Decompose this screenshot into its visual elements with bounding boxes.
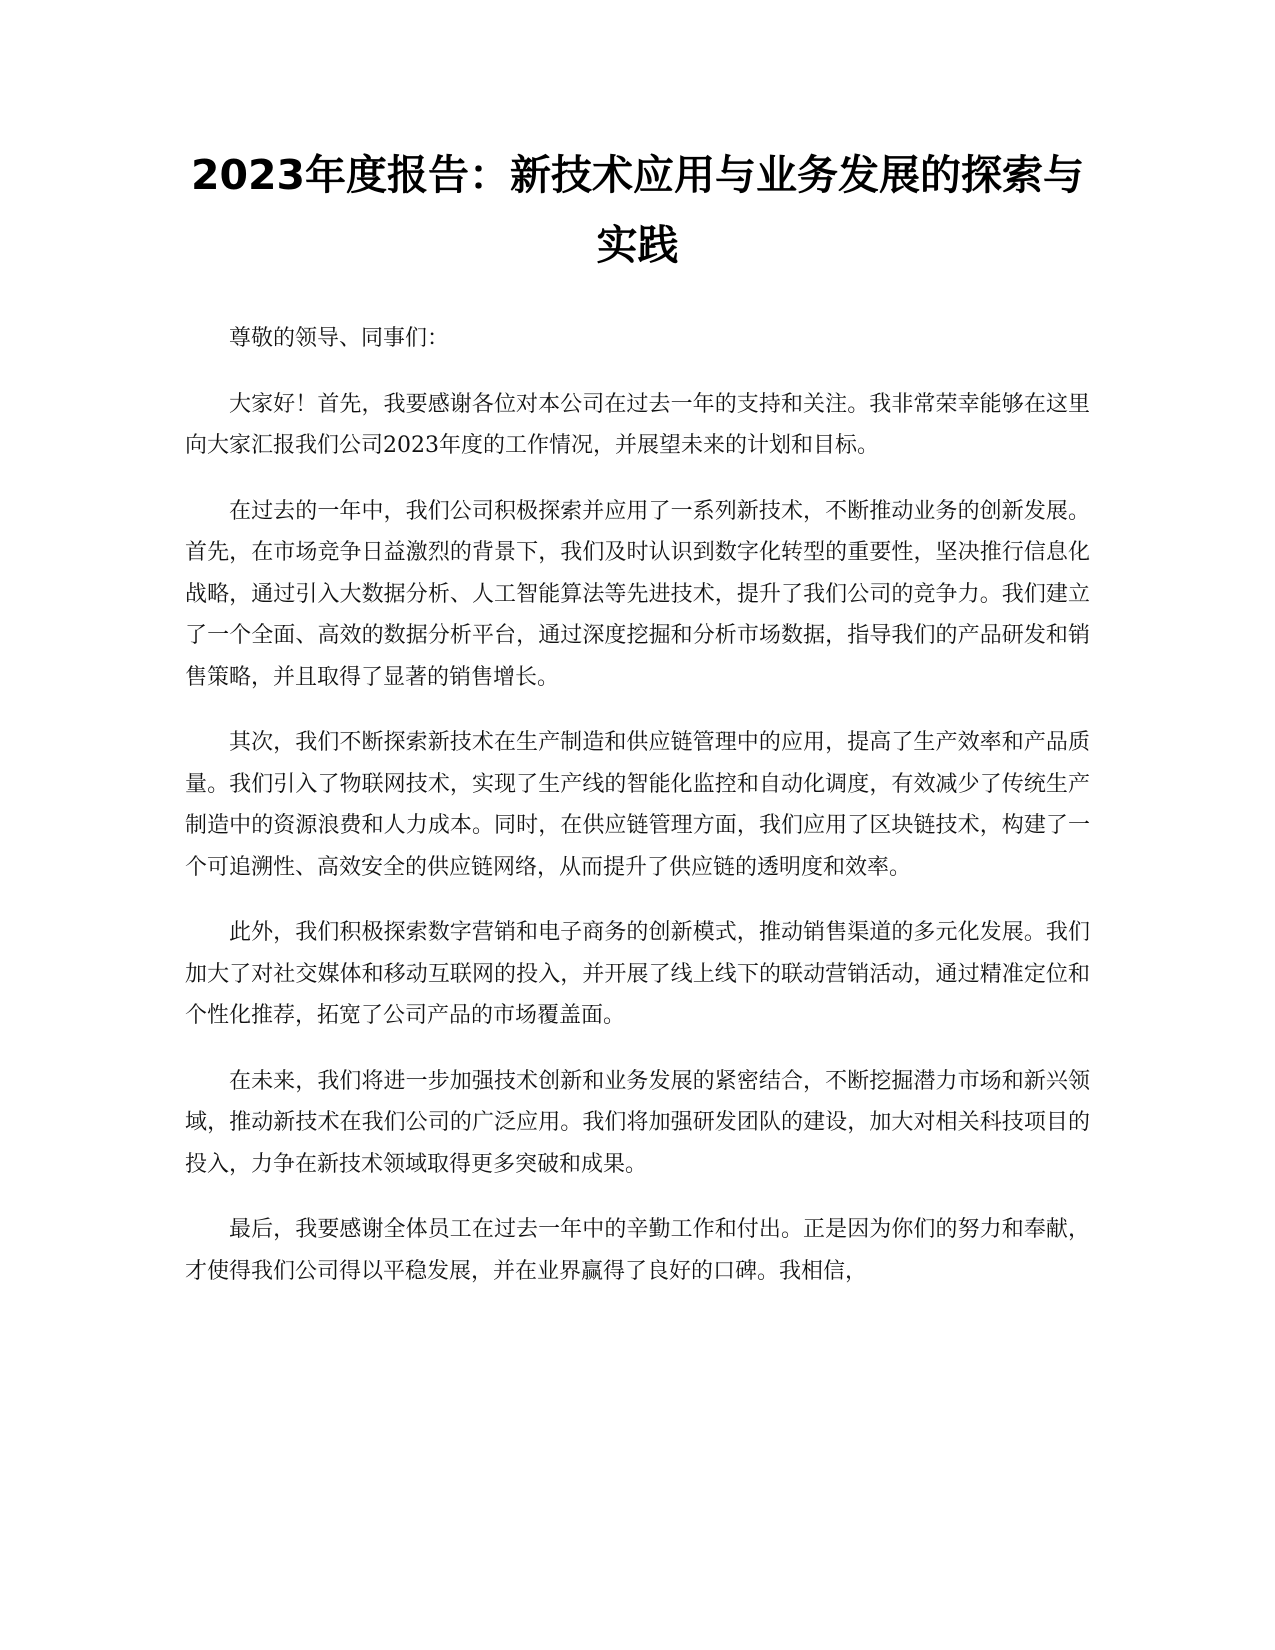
paragraph-thanks: 最后，我要感谢全体员工在过去一年中的辛勤工作和付出。正是因为你们的努力和奉献，才使得我们公司得以平稳发展，并在业界赢得了良好的口碑。我相信， [185,1217,1090,1284]
paragraph-digital-transformation: 在过去的一年中，我们公司积极探索并应用了一系列新技术，不断推动业务的创新发展。首先，在市场竞争日益激烈的背景下，我们及时认识到数字化转型的重要性，坚决推行信息化战略，通过引入大数据分析、人工智能算法等先进技术，提升了我们公司的竞争力。我们建立了一个全面、高效的数据分析平台，通过深度挖掘和分析市场数据，指导我们的产品研发和销售策略，并且取得了显著的销售增长。 [185,498,1090,690]
paragraph-manufacturing-supply-chain: 其次，我们不断探索新技术在生产制造和供应链管理中的应用，提高了生产效率和产品质量。我们引入了物联网技术，实现了生产线的智能化监控和自动化调度，有效减少了传统生产制造中的资源浪费和人力成本。同时，在供应链管理方面，我们应用了区块链技术，构建了一个可追溯性、高效安全的供应链网络，从而提升了供应链的透明度和效率。 [185,730,1090,880]
document-title: 2023年度报告：新技术应用与业务发展的探索与实践 [190,151,1085,269]
document-body [185,318,1090,1316]
paragraph-greeting: 大家好！首先，我要感谢各位对本公司在过去一年的支持和关注。我非常荣幸能够在这里向大家汇报我们公司2023年度的工作情况，并展望未来的计划和目标。 [185,391,1090,458]
salutation: 尊敬的领导、同事们： [229,326,450,351]
paragraph-future-plans: 在未来，我们将进一步加强技术创新和业务发展的紧密结合，不断挖掘潜力市场和新兴领域，推动新技术在我们公司的广泛应用。我们将加强研发团队的建设，加大对相关科技项目的投入，力争在新技术领域取得更多突破和成果。 [185,1068,1090,1177]
paragraph-digital-marketing: 此外，我们积极探索数字营销和电子商务的创新模式，推动销售渠道的多元化发展。我们加大了对社交媒体和移动互联网的投入，并开展了线上线下的联动营销活动，通过精准定位和个性化推荐，拓宽了公司产品的市场覆盖面。 [185,920,1090,1028]
